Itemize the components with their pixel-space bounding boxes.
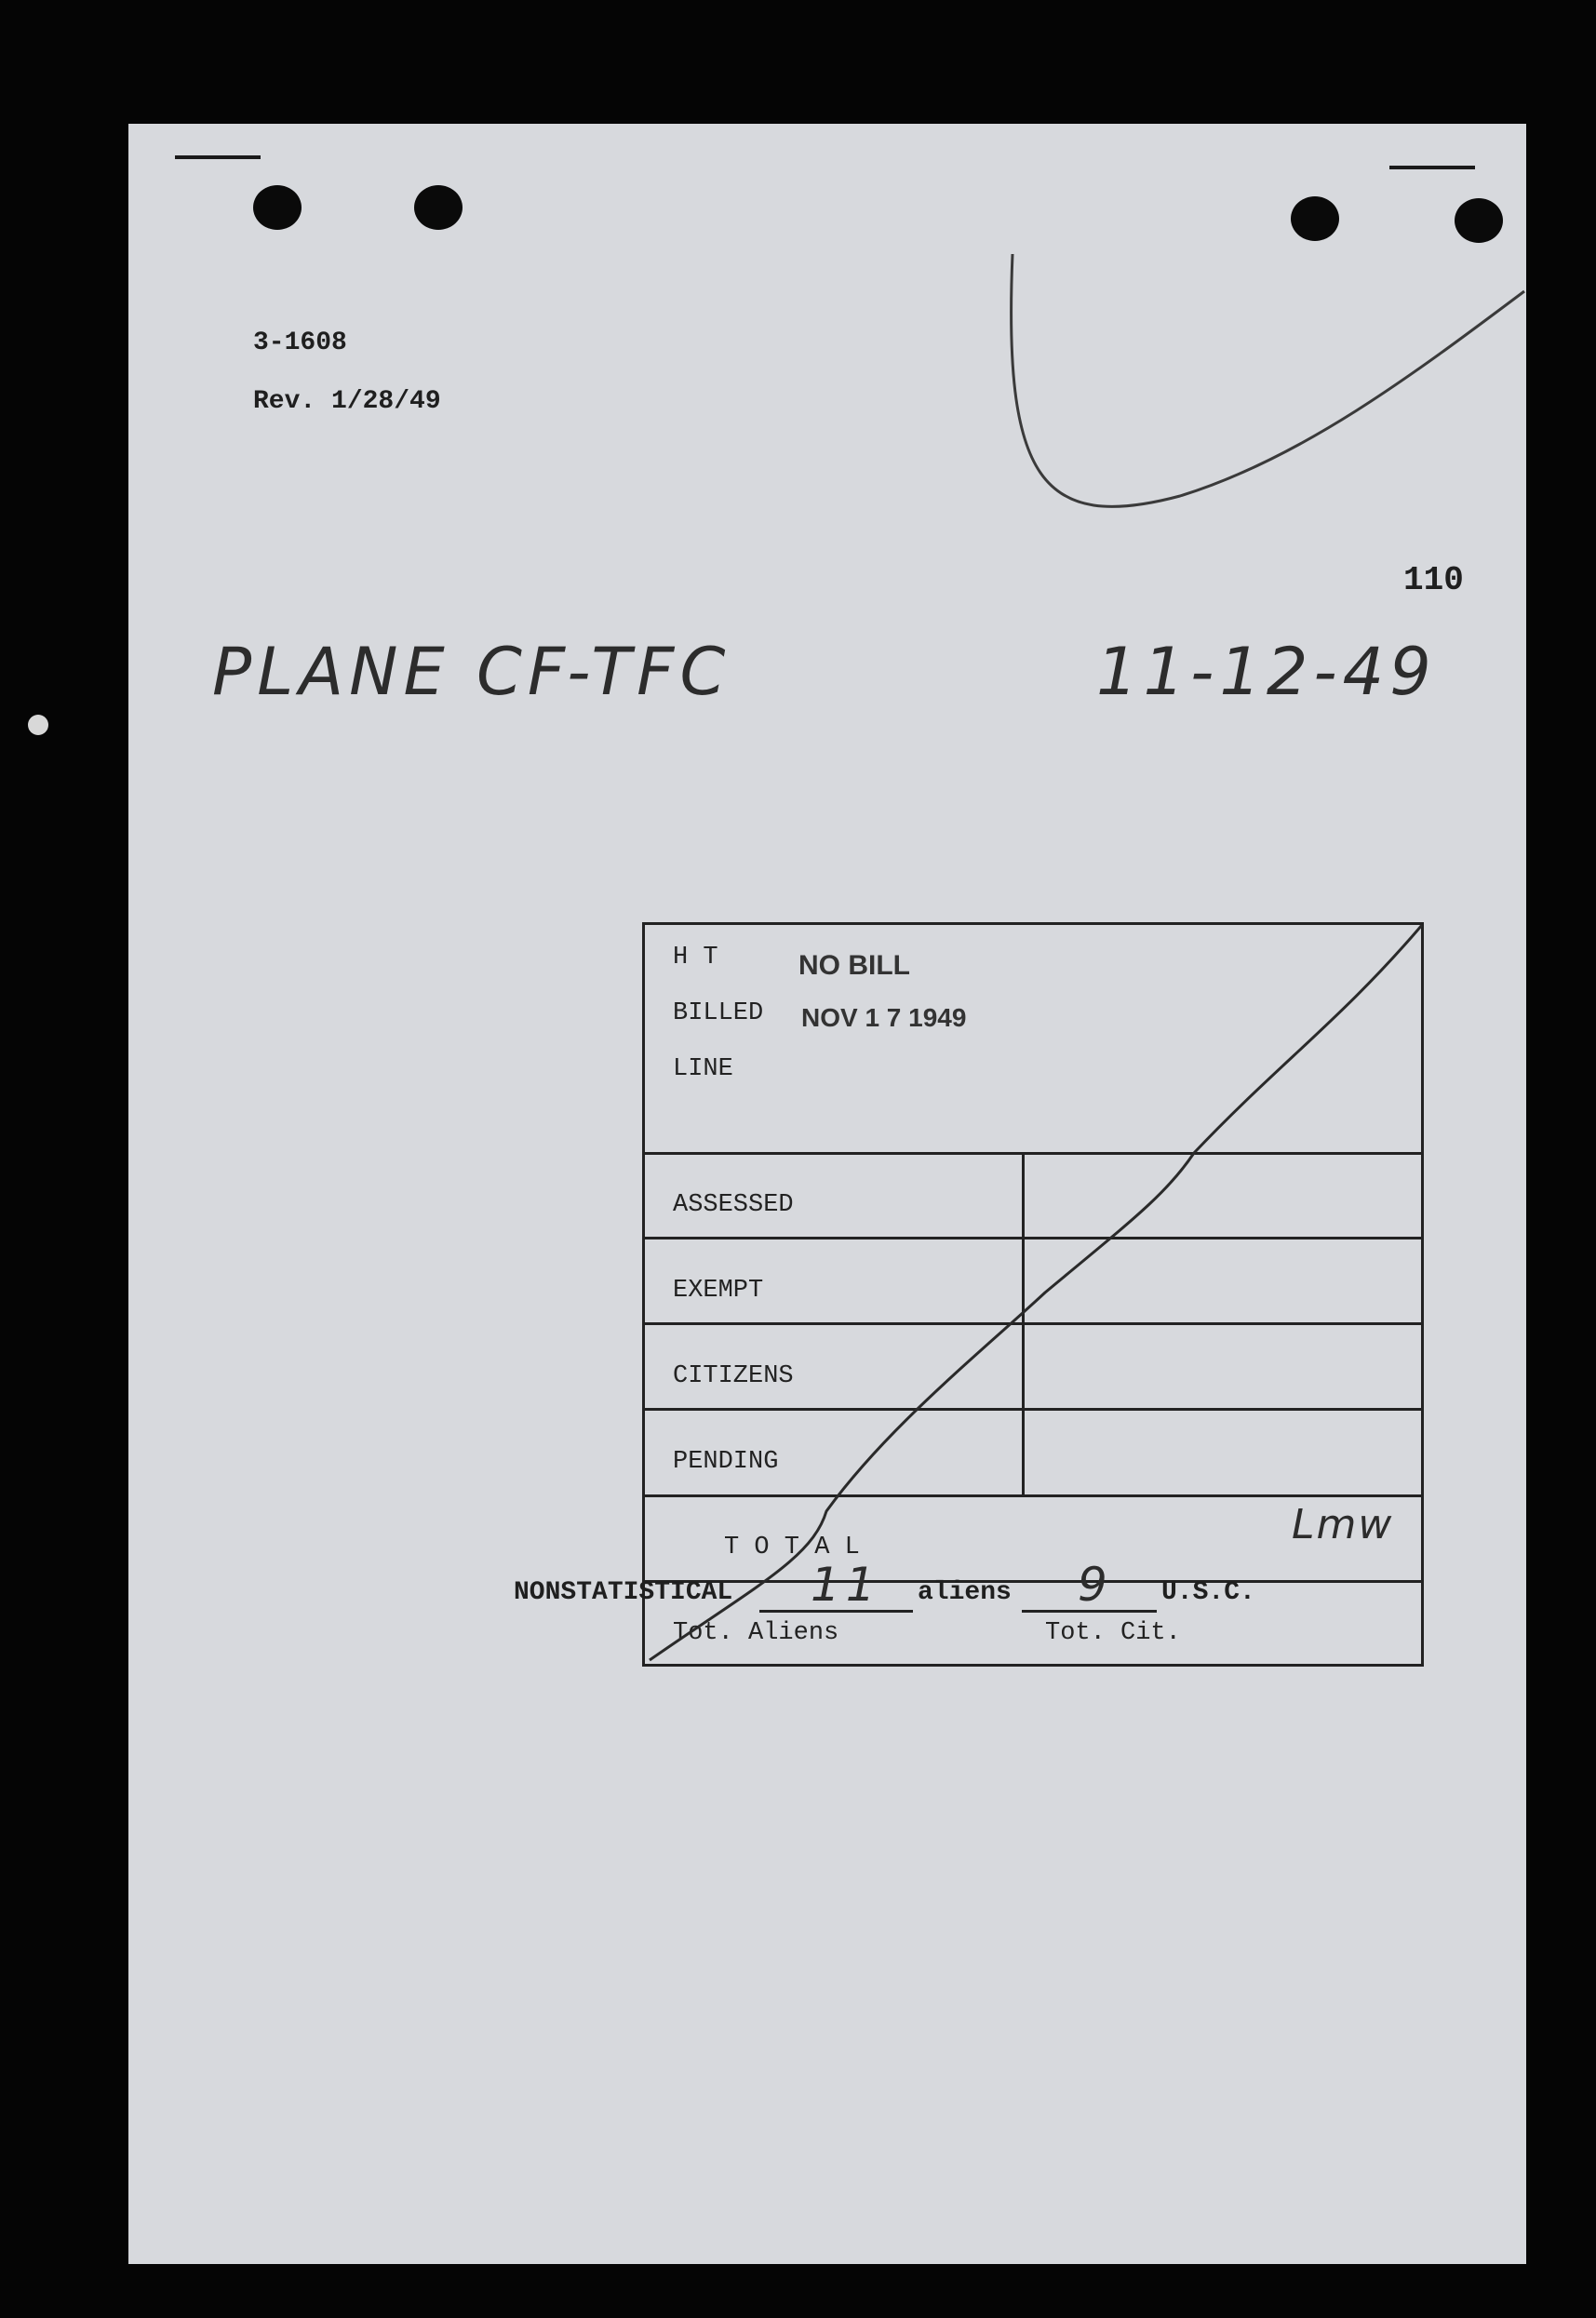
- scan-speck: [28, 715, 48, 735]
- billed-label: BILLED: [673, 999, 764, 1027]
- stamp-date: NOV 1 7 1949: [801, 1003, 967, 1032]
- initials: Lmw: [1292, 1501, 1394, 1548]
- usc-count: 9: [1078, 1558, 1113, 1612]
- usc-label: U.S.C.: [1161, 1578, 1255, 1607]
- total-aliens-label: Tot. Aliens: [673, 1619, 839, 1647]
- exempt-label: EXEMPT: [673, 1277, 764, 1305]
- nonstatistical-label: NONSTATISTICAL: [514, 1578, 733, 1607]
- document-page: [128, 124, 1526, 2264]
- aliens-blank: [759, 1558, 913, 1613]
- no-bill-stamp: NO BILL: [798, 950, 910, 981]
- form-number: 3-1608: [253, 328, 347, 357]
- total-citizens-label: Tot. Cit.: [1045, 1619, 1181, 1647]
- citizens-label: CITIZENS: [673, 1362, 794, 1390]
- billing-form-table: [642, 922, 1424, 1667]
- form-revision: Rev. 1/28/49: [253, 387, 441, 416]
- total-label: T O T A L: [724, 1534, 860, 1561]
- pending-label: PENDING: [673, 1448, 779, 1476]
- aliens-count: 11: [811, 1558, 881, 1612]
- line-label: LINE: [673, 1055, 733, 1083]
- assessed-label: ASSESSED: [673, 1191, 794, 1219]
- ht-label: H T: [673, 944, 718, 971]
- cancel-diagonal-stroke: [645, 925, 1427, 1669]
- page-number: 110: [1403, 561, 1464, 599]
- usc-blank: [1022, 1558, 1157, 1613]
- handwritten-date: 11-12-49: [1096, 634, 1437, 710]
- plane-label: PLANE CF-TFC: [212, 634, 731, 710]
- aliens-label: aliens: [918, 1578, 1012, 1607]
